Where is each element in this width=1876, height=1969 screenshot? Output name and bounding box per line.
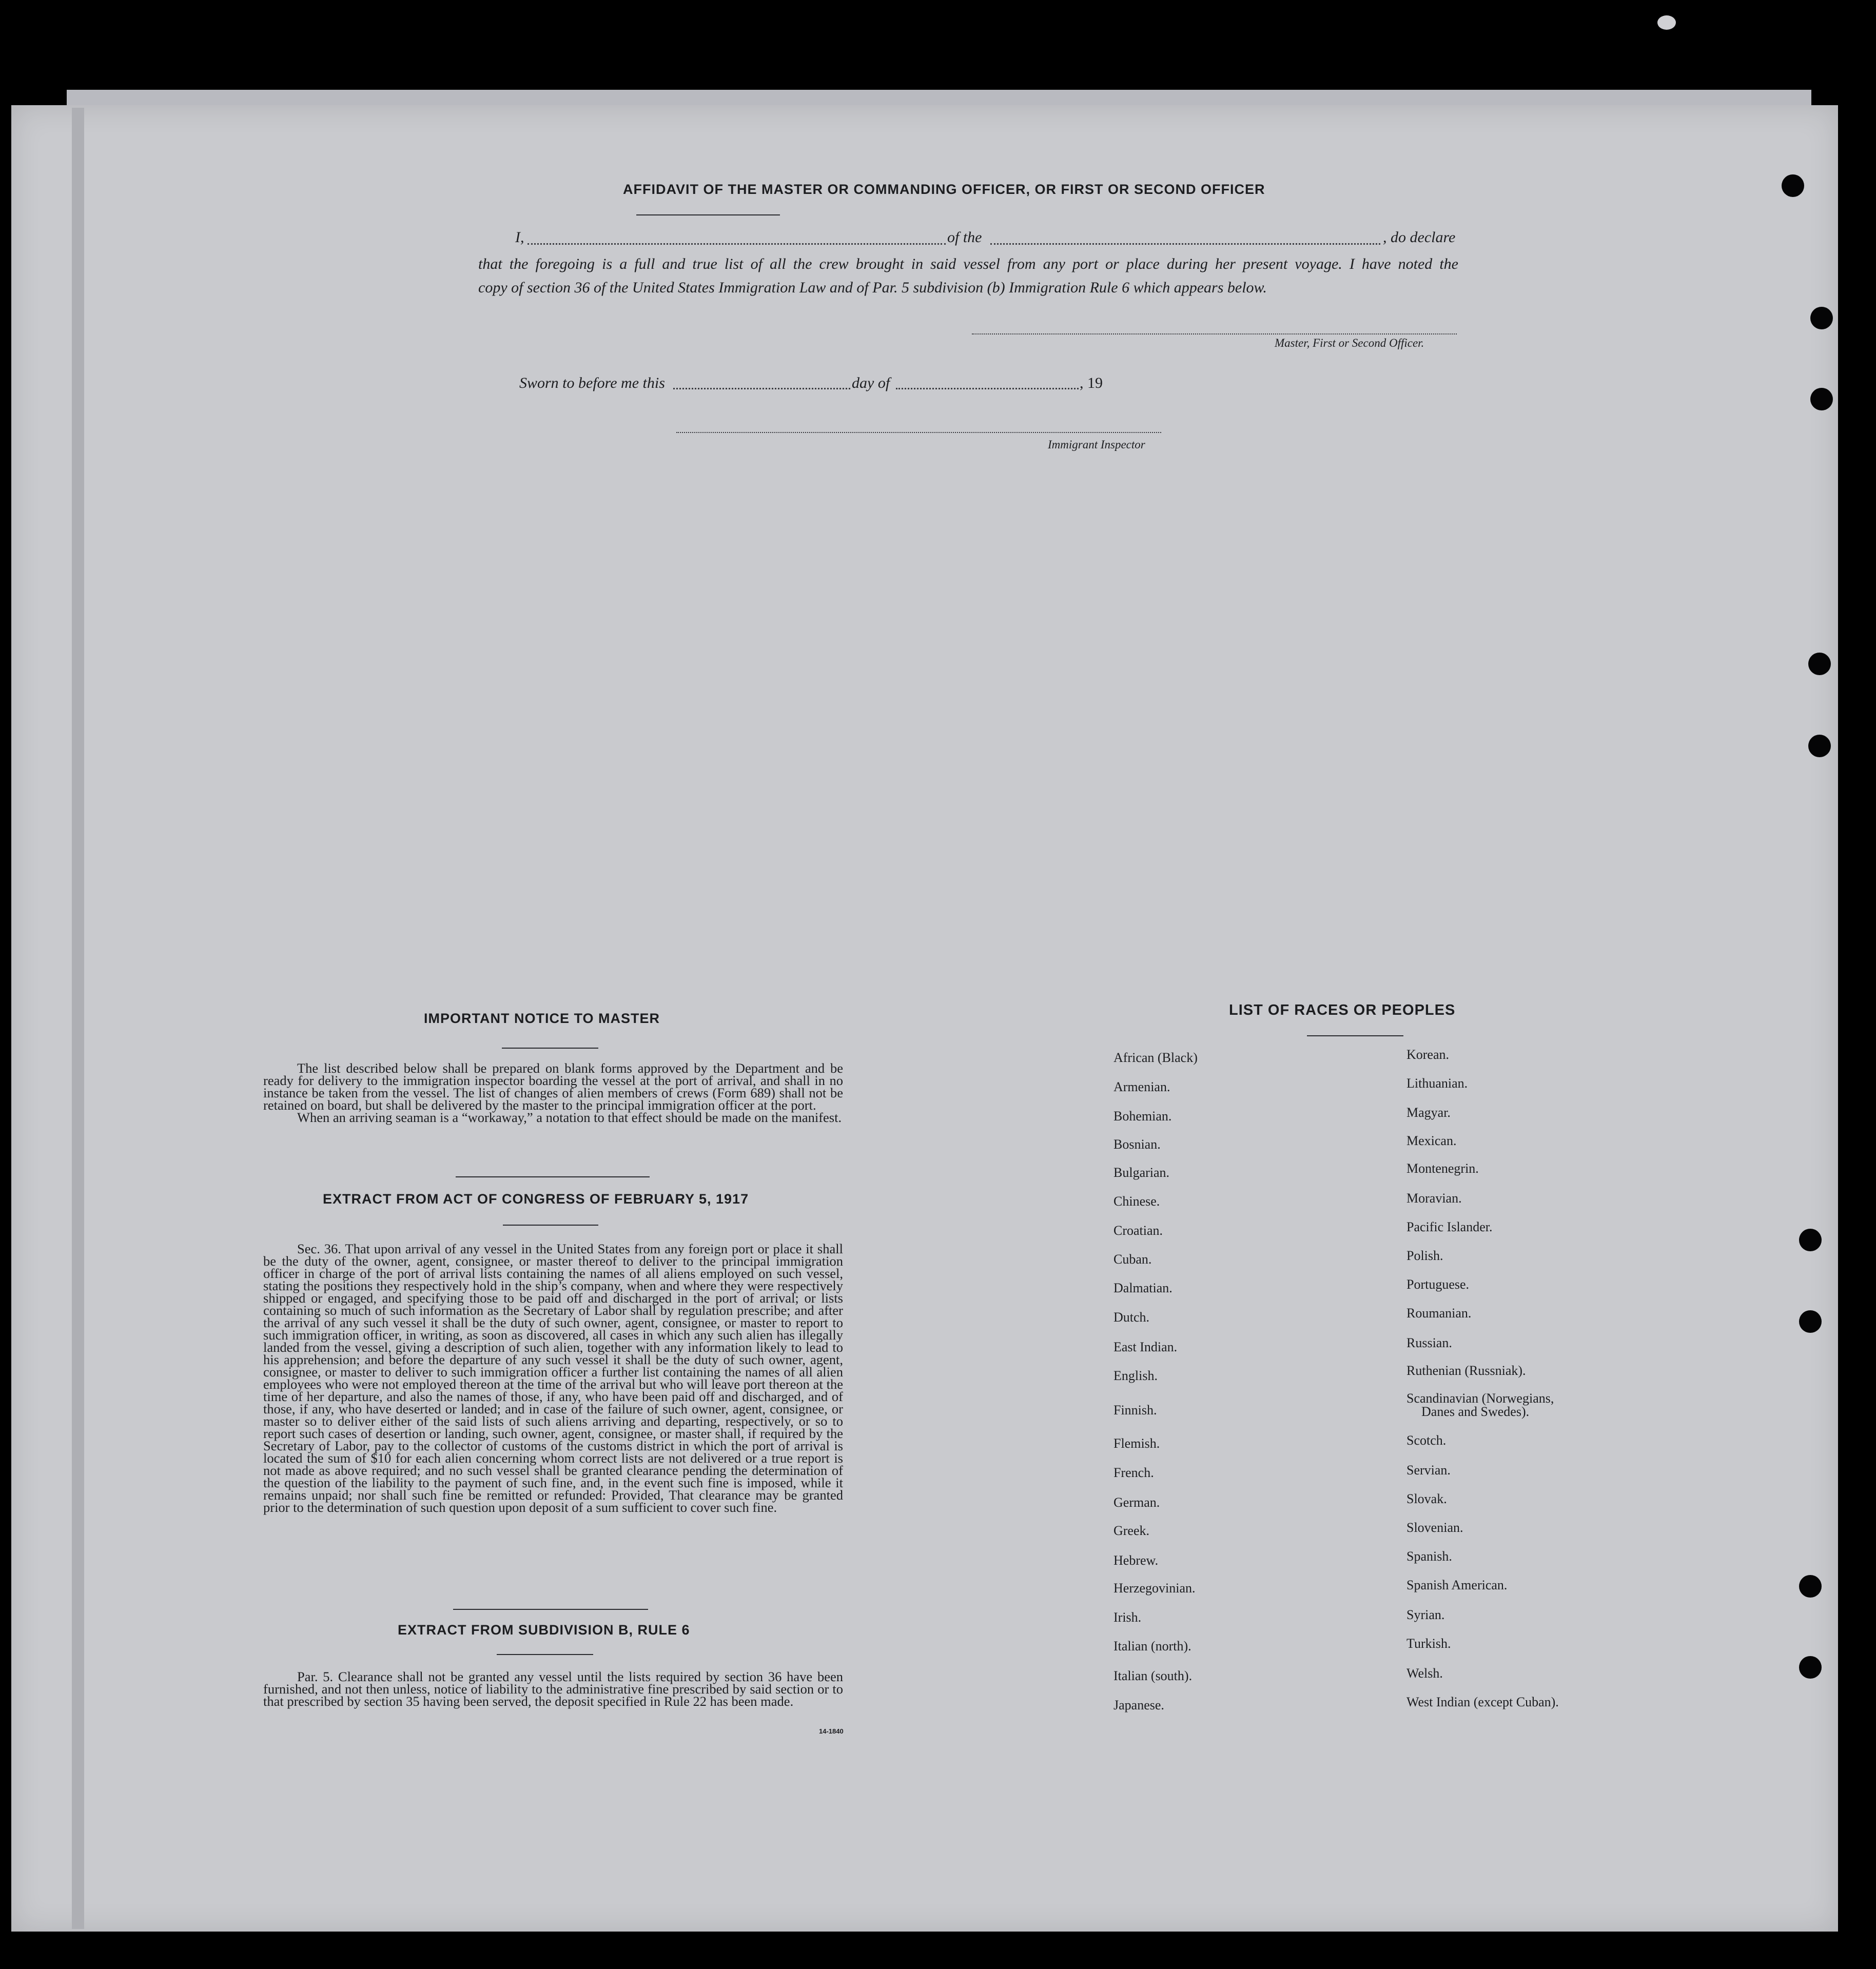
- race-item: Mexican.: [1406, 1133, 1457, 1148]
- race-item: Spanish American.: [1406, 1578, 1508, 1592]
- affidavit-line1-declare: , do declare: [1383, 229, 1456, 246]
- race-item: Polish.: [1406, 1248, 1443, 1263]
- inspector-signature-line[interactable]: [676, 432, 1161, 433]
- notice-title: IMPORTANT NOTICE TO MASTER: [424, 1011, 660, 1026]
- race-item: Armenian.: [1113, 1079, 1170, 1094]
- binder-hole: [1799, 1229, 1822, 1251]
- race-item: Bohemian.: [1113, 1109, 1172, 1124]
- affidavit-line3: copy of section 36 of the United States Immigration Law and of Par. 5 subdivision (b) Immigration Rule 6 which appears below.: [478, 279, 1267, 296]
- race-item: Japanese.: [1113, 1698, 1164, 1712]
- separator: [1307, 1035, 1403, 1036]
- inspector-caption: Immigrant Inspector: [1048, 438, 1145, 451]
- race-item: Slovenian.: [1406, 1520, 1463, 1535]
- race-item: Italian (north).: [1113, 1639, 1191, 1653]
- master-caption: Master, First or Second Officer.: [1275, 337, 1424, 349]
- race-item: Pacific Islander.: [1406, 1219, 1493, 1234]
- day-of-label: day of: [852, 375, 890, 391]
- race-item: German.: [1113, 1495, 1160, 1510]
- race-item: Flemish.: [1113, 1436, 1160, 1451]
- binder-hole: [1799, 1656, 1822, 1679]
- act-title: EXTRACT FROM ACT OF CONGRESS OF FEBRUARY 5, 1917: [323, 1191, 749, 1207]
- name-blank[interactable]: [527, 243, 946, 245]
- rule6-text: Par. 5. Clearance shall not be granted any vessel until the lists required by section 36 have been furnished, and not then unless, notice of liability to the administrative fine prescribed by said section or to that prescribed by section 35 having been served, the deposit specified in Rule 22 has been made.: [263, 1669, 843, 1709]
- notice-paragraph-2: When an arriving seaman is a “workaway,” a notation to that effect should be made on the manifest.: [297, 1110, 842, 1125]
- separator: [453, 1609, 648, 1610]
- notice-text: [263, 1062, 843, 1124]
- sworn-label: Sworn to before me this: [519, 375, 665, 391]
- race-item: Russian.: [1406, 1335, 1452, 1350]
- race-item: Lithuanian.: [1406, 1076, 1468, 1091]
- rule6-title: EXTRACT FROM SUBDIVISION B, RULE 6: [398, 1622, 690, 1638]
- separator: [636, 214, 780, 215]
- sworn-day-blank[interactable]: [673, 388, 850, 389]
- month-blank[interactable]: [896, 388, 1079, 389]
- race-item: Moravian.: [1406, 1191, 1462, 1206]
- race-item: Chinese.: [1113, 1194, 1160, 1209]
- binder-hole: [1782, 174, 1804, 197]
- form-number: 14-1840: [819, 1727, 844, 1735]
- binder-hole: [1799, 1575, 1822, 1598]
- race-item: Herzegovinian.: [1113, 1581, 1196, 1596]
- document-page: [11, 105, 1838, 1932]
- notice-paragraph-1: The list described below shall be prepared on blank forms approved by the Department and be ready for delivery to the immigration inspector boarding the vessel at the port of arrival, and shall in no instance be taken from the vessel. The list of changes of alien members of crews (Form 689) shall not be retained on board, but shall be delivered by the master to the principal immigration officer at the port.: [263, 1060, 843, 1113]
- race-item: Irish.: [1113, 1610, 1142, 1625]
- race-item: Bulgarian.: [1113, 1165, 1170, 1180]
- race-item: Syrian.: [1406, 1607, 1445, 1622]
- race-item: Dutch.: [1113, 1310, 1150, 1325]
- binder-hole: [1810, 307, 1833, 329]
- affidavit-title: AFFIDAVIT OF THE MASTER OR COMMANDING OFFICER, OR FIRST OR SECOND OFFICER: [623, 182, 1265, 197]
- affidavit-line1-i: I,: [515, 229, 524, 246]
- race-item: Korean.: [1406, 1047, 1450, 1062]
- race-item: Cuban.: [1113, 1252, 1152, 1267]
- affidavit-line2: that the foregoing is a full and true list of all the crew brought in said vessel from any port or place during her present voyage. I have noted the: [478, 255, 1458, 272]
- races-title: LIST OF RACES OR PEOPLES: [1229, 1002, 1456, 1018]
- race-item: Italian (south).: [1113, 1668, 1193, 1683]
- race-item: Dalmatian.: [1113, 1281, 1172, 1295]
- race-item: Welsh.: [1406, 1666, 1443, 1681]
- race-item: Portuguese.: [1406, 1277, 1470, 1292]
- race-item: Danes and Swedes).: [1421, 1404, 1530, 1419]
- year-label: , 19: [1080, 375, 1103, 391]
- race-item: Finnish.: [1113, 1403, 1157, 1417]
- race-item: Slovak.: [1406, 1491, 1447, 1506]
- race-item: Turkish.: [1406, 1636, 1451, 1651]
- separator: [503, 1225, 598, 1226]
- race-item: Scotch.: [1406, 1433, 1447, 1448]
- binder-hole: [1808, 735, 1831, 757]
- race-item: Greek.: [1113, 1523, 1150, 1538]
- race-item: Servian.: [1406, 1463, 1451, 1478]
- vessel-blank[interactable]: [990, 243, 1380, 245]
- race-item: East Indian.: [1113, 1340, 1178, 1354]
- race-item: West Indian (except Cuban).: [1406, 1695, 1559, 1709]
- race-item: Ruthenian (Russniak).: [1406, 1363, 1526, 1378]
- separator: [456, 1176, 650, 1177]
- race-item: English.: [1113, 1368, 1158, 1383]
- separator: [502, 1048, 598, 1049]
- race-item: Montenegrin.: [1406, 1161, 1479, 1176]
- binder-hole: [1799, 1310, 1822, 1333]
- top-tab: [1657, 15, 1676, 30]
- binder-hole: [1810, 388, 1833, 410]
- race-item: Bosnian.: [1113, 1137, 1161, 1152]
- race-item: Croatian.: [1113, 1223, 1163, 1238]
- act-text: Sec. 36. That upon arrival of any vessel in the United States from any foreign port or place it shall be the duty of the owner, agent, consignee, or master thereof to deliver to the principal immigration officer in charge of the port of arrival lists containing the names of all aliens employed on such vessel, stating the positions they respectively hold in the ship’s company, when and where they were respectively shipped or engaged, and specifying those to be paid off and discharged in the port of arrival; or lists containing so much of such information as the Secretary of Labor shall by regulation prescribe; and after the arrival of any such vessel it shall be the duty of such owner, agent, consignee, or master to report to such immigration officer, in writing, as soon as discovered, all cases in which any such alien has illegally landed from the vessel, giving a description of such alien, together with any information likely to lead to his apprehension; and before the departure of any such vessel it shall be the duty of such owner, agent, consignee, or master to deliver to such immigration officer a further list containing the names of all alien employees who were not employed thereon at the time of the arrival but who will leave port thereon at the time of her departure, and also the names of those, if any, who have been paid off and discharged, and of those, if any, who have deserted or landed; and in case of the failure of such owner, agent, consignee, or master so to deliver either of the said lists of such aliens arriving and departing, respectively, or so to report such cases of desertion or landing, such owner, agent, consignee, or master shall, if required by the Secretary of Labor, pay to the collector of customs of the customs district in which the port of arrival is located the sum of $10 for each alien concerning whom correct lists are not delivered or a true report is not made as above required; and no such vessel shall be granted clearance pending the determination of the question of the liability to the payment of such fine, and, in the event such fine is imposed, while it remains unpaid; nor shall such fine be remitted or refunded: Provided, That clearance may be granted prior to the determination of such question upon deposit of a sum sufficient to cover such fine.: [263, 1241, 843, 1515]
- race-item: African (Black): [1113, 1050, 1198, 1065]
- master-signature-line[interactable]: [972, 333, 1457, 334]
- race-item: Spanish.: [1406, 1549, 1452, 1564]
- page-edge: [72, 108, 84, 1929]
- race-item: Scandinavian (Norwegians,: [1406, 1391, 1554, 1406]
- affidavit-line1-of: of the: [947, 229, 982, 246]
- race-item: French.: [1113, 1465, 1154, 1480]
- race-item: Roumanian.: [1406, 1306, 1472, 1321]
- binder-hole: [1808, 653, 1831, 675]
- separator: [497, 1654, 593, 1655]
- race-item: Hebrew.: [1113, 1553, 1159, 1568]
- race-item: Magyar.: [1406, 1105, 1451, 1120]
